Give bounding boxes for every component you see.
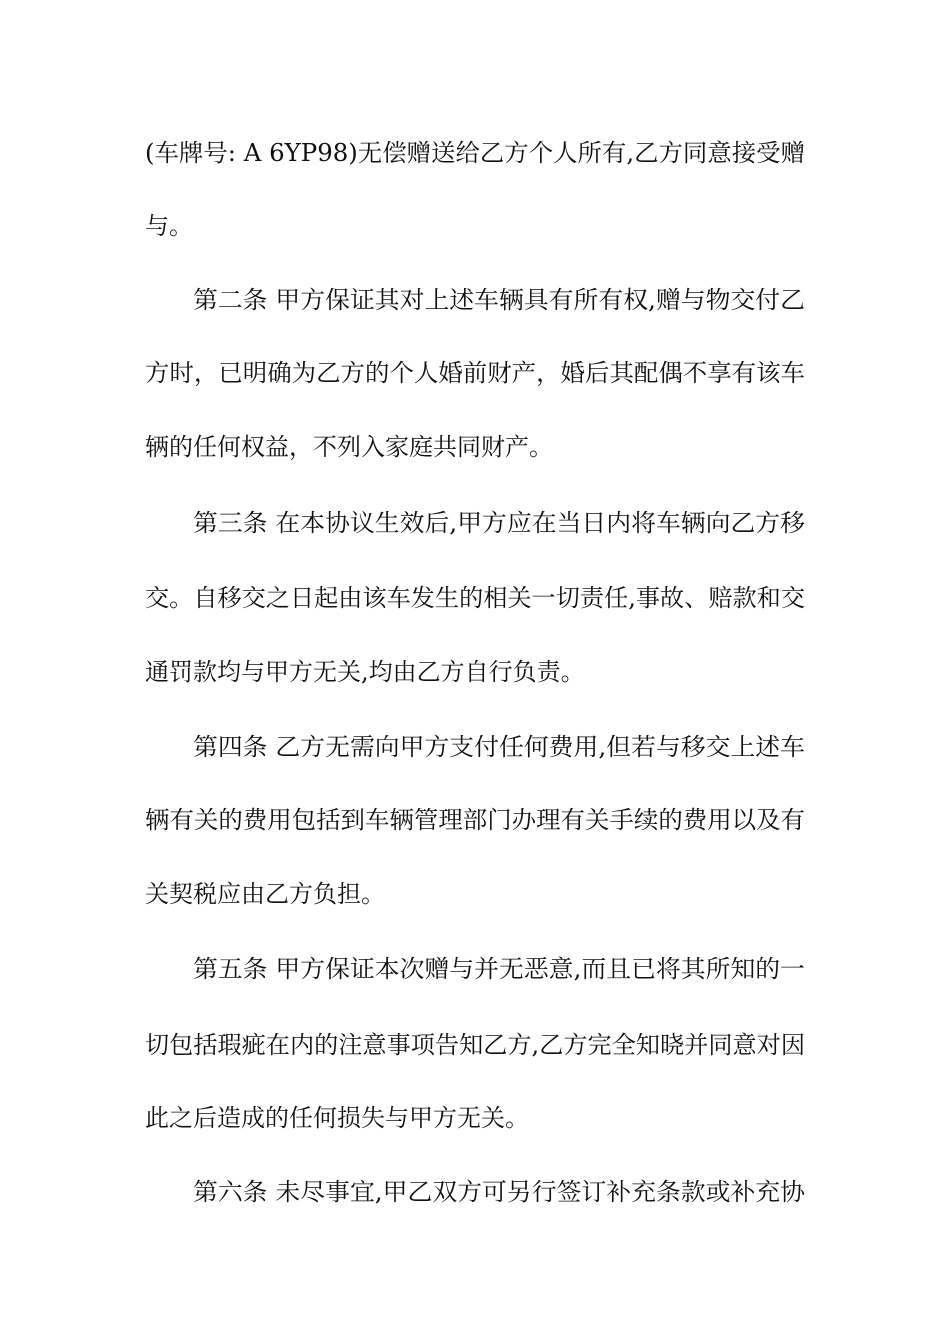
line-text: 辆有关的费用包括到车辆管理部门办理有关手续的费用以及有 <box>145 806 806 834</box>
clause-5-line-3 <box>0 1098 950 1138</box>
line-text: 第四条 乙方无需向甲方支付任何费用,但若与移交上述车 <box>193 733 805 761</box>
line-text: 方时，已明确为乙方的个人婚前财产，婚后其配偶不享有该车 <box>145 359 806 387</box>
line-text: (车牌号: A 6YP98)无偿赠送给乙方个人所有,乙方同意接受赠 <box>145 139 805 167</box>
line-text: 此之后造成的任何损失与甲方无关。 <box>145 1104 529 1132</box>
line-text: 关契税应由乙方负担。 <box>145 880 385 908</box>
clause-3-line-1 <box>0 503 950 543</box>
clause-3-line-3 <box>0 652 950 692</box>
clause-2-line-1 <box>0 280 950 320</box>
clause-4-line-3 <box>0 874 950 914</box>
line-text: 第二条 甲方保证其对上述车辆具有所有权,赠与物交付乙 <box>193 286 805 314</box>
text-line-1 <box>0 133 950 173</box>
text-line-2 <box>0 206 950 246</box>
line-text: 切包括瑕疵在内的注意事项告知乙方,乙方完全知晓并同意对因 <box>145 1031 805 1059</box>
clause-2-line-2 <box>0 353 950 393</box>
clause-3-line-2 <box>0 578 950 618</box>
clause-6-line-1 <box>0 1172 950 1212</box>
line-text: 第三条 在本协议生效后,甲方应在当日内将车辆向乙方移 <box>193 509 805 537</box>
clause-2-line-3 <box>0 427 950 467</box>
line-text: 第五条 甲方保证本次赠与并无恶意,而且已将其所知的一 <box>193 955 805 983</box>
clause-4-line-1 <box>0 727 950 767</box>
clause-5-line-2 <box>0 1025 950 1065</box>
line-text: 第六条 未尽事宜,甲乙双方可另行签订补充条款或补充协 <box>193 1178 805 1206</box>
clause-5-line-1 <box>0 949 950 989</box>
clause-4-line-2 <box>0 800 950 840</box>
line-text: 通罚款均与甲方无关,均由乙方自行负责。 <box>145 658 585 686</box>
line-text: 辆的任何权益，不列入家庭共同财产。 <box>145 433 553 461</box>
line-text: 交。自移交之日起由该车发生的相关一切责任,事故、赔款和交 <box>145 584 805 612</box>
line-text: 与。 <box>145 212 193 240</box>
